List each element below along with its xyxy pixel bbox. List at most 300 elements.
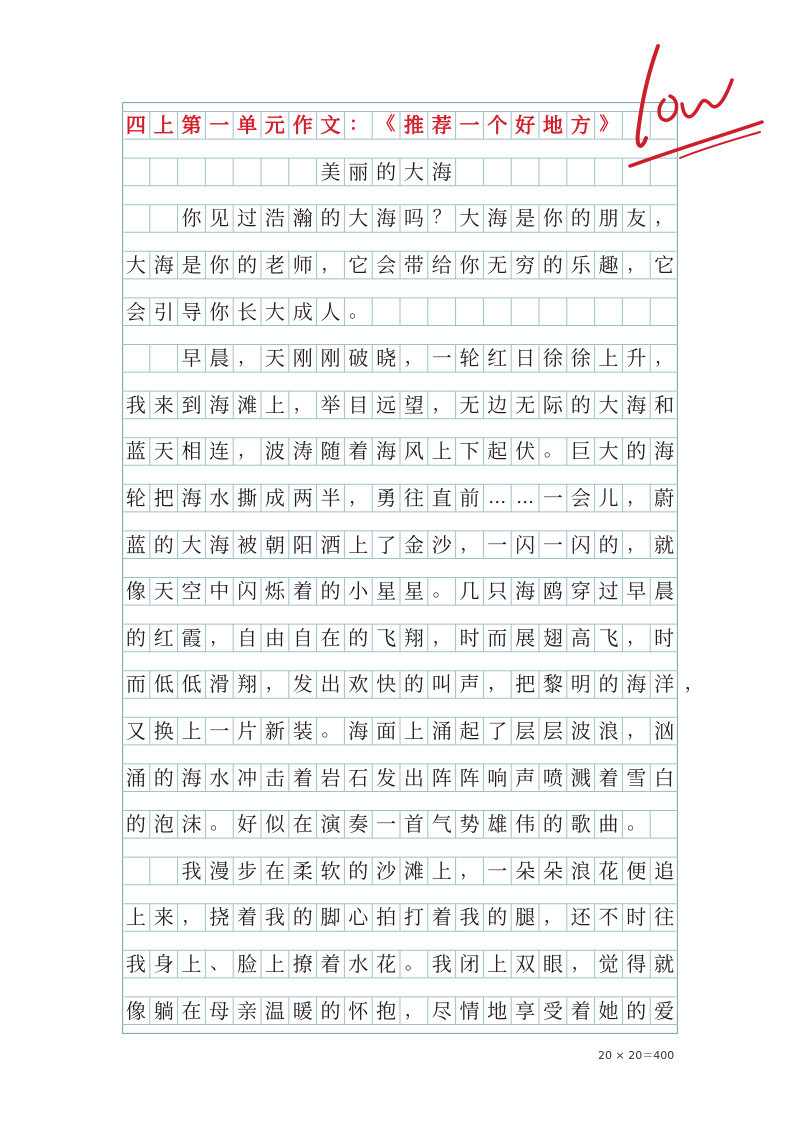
grid-char: 气	[431, 812, 452, 837]
grid-char: 空	[181, 579, 202, 604]
grid-char: 又	[125, 719, 146, 744]
grid-char: 的	[348, 858, 369, 883]
grid-char: 闪	[515, 532, 536, 557]
grid-char: 会	[376, 253, 397, 278]
grid-char: 受	[542, 998, 563, 1023]
grid-char: 腿	[515, 905, 536, 930]
grid-char: 滑	[209, 672, 230, 697]
grid-char: 浪	[598, 719, 619, 744]
grid-char: 演	[320, 812, 341, 837]
text-row	[122, 904, 678, 932]
grid-char: 的	[376, 159, 397, 184]
grid-char: 涛	[292, 439, 313, 464]
grid-char: 蓝	[125, 439, 146, 464]
grid-char: ，	[488, 673, 507, 695]
grid-char: ，	[404, 347, 423, 369]
grid-char: ，	[543, 906, 562, 928]
grid-char: 》	[599, 114, 618, 136]
grid-char: 的	[598, 672, 619, 697]
grid-char: 过	[237, 206, 258, 231]
grid-char: 。	[627, 813, 646, 835]
grid-char: ，	[293, 393, 312, 415]
grid-char: 温	[264, 998, 285, 1023]
grid-char: ，	[404, 999, 423, 1021]
grid-char: 在	[181, 998, 202, 1023]
grid-char: 发	[376, 765, 397, 790]
grid-char: 击	[264, 765, 285, 790]
grid-char: 奏	[348, 812, 369, 837]
grid-char: 的	[570, 206, 591, 231]
grid-char: 升	[626, 346, 647, 371]
text-row	[122, 764, 678, 792]
grid-char: 雄	[487, 812, 508, 837]
grid-char: 觉	[598, 952, 619, 977]
grid-char: 一	[459, 113, 480, 138]
grid-char: 无	[459, 392, 480, 417]
grid-char: 撕	[237, 486, 258, 511]
grid-char: 心	[348, 905, 369, 930]
grid-char: 金	[403, 532, 424, 557]
grid-char: 闪	[570, 532, 591, 557]
grid-char: 半	[320, 486, 341, 511]
grid-char: 闪	[237, 579, 258, 604]
grid-char: 上	[487, 952, 508, 977]
grid-char: 引	[153, 299, 174, 324]
grid-char: 还	[570, 905, 591, 930]
grid-char: 我	[431, 952, 452, 977]
text-row	[122, 624, 678, 652]
grid-char: 几	[459, 579, 480, 604]
grid-char: 花	[598, 858, 619, 883]
grid-char: 过	[598, 579, 619, 604]
grid-char: 翔	[403, 625, 424, 650]
grid-char: 日	[515, 346, 536, 371]
grid-char: 的	[320, 579, 341, 604]
grid-char: 你	[209, 299, 230, 324]
grid-char: 相	[181, 439, 202, 464]
grid-char: 阵	[431, 765, 452, 790]
text-row	[122, 717, 678, 745]
grid-char: 人	[320, 299, 341, 324]
grid-char: 像	[125, 998, 146, 1023]
grid-char: ，	[627, 720, 646, 742]
text-row	[122, 251, 678, 279]
grid-char: ，	[571, 953, 590, 975]
grid-char: 长	[237, 299, 258, 324]
grid-char: 而	[487, 625, 508, 650]
grid-char: 轮	[125, 486, 146, 511]
grid-char: 浪	[570, 858, 591, 883]
grid-char: 挠	[209, 905, 230, 930]
grid-char: 声	[515, 765, 536, 790]
grid-char: 飞	[598, 625, 619, 650]
grid-char: 。	[404, 953, 423, 975]
grid-char: 大	[598, 439, 619, 464]
grid-char: 水	[348, 952, 369, 977]
grid-char: 推	[403, 113, 424, 138]
grid-char: 海	[181, 765, 202, 790]
text-row	[122, 484, 678, 512]
grid-char: 的	[598, 532, 619, 557]
grid-char: 泡	[153, 812, 174, 837]
grid-char: 天	[153, 579, 174, 604]
grid-char: 的	[487, 905, 508, 930]
text-row	[122, 531, 678, 559]
grid-char: 的	[292, 905, 313, 930]
grid-char: 就	[654, 952, 675, 977]
grid-char: 追	[654, 858, 675, 883]
grid-char: 举	[320, 392, 341, 417]
grid-char: 我	[125, 392, 146, 417]
grid-char: 红	[487, 346, 508, 371]
grid-char: 叫	[431, 672, 452, 697]
grid-char: 上	[181, 719, 202, 744]
grid-char: 方	[570, 113, 591, 138]
grid-char: 晓	[376, 346, 397, 371]
grid-char: 只	[487, 579, 508, 604]
text-row	[122, 857, 678, 885]
grid-char: 海	[209, 532, 230, 557]
grid-char: 涌	[125, 765, 146, 790]
grid-char: 好	[237, 812, 258, 837]
grid-char: 穿	[570, 579, 591, 604]
grid-char: 脸	[237, 952, 258, 977]
teacher-grade-mark	[620, 38, 770, 168]
grid-char: 大	[181, 532, 202, 557]
essay-prompt-row	[122, 112, 678, 140]
grid-char: 的	[626, 998, 647, 1023]
grid-char: ，	[432, 626, 451, 648]
grid-char: 她	[598, 998, 619, 1023]
grid-char: ，	[349, 487, 368, 509]
grid-char: 在	[292, 812, 313, 837]
grid-char: 时	[459, 625, 480, 650]
grid-char: ，	[238, 347, 257, 369]
grid-char: 就	[654, 532, 675, 557]
grid-char: 一	[542, 532, 563, 557]
grid-char: 一	[209, 113, 230, 138]
grid-char: ，	[460, 859, 479, 881]
grid-char: 了	[376, 532, 397, 557]
grid-char: ：	[349, 114, 368, 136]
grid-char: 涌	[431, 719, 452, 744]
grid-char: 一	[431, 346, 452, 371]
grid-char: 爱	[654, 998, 675, 1023]
grid-char: 往	[654, 905, 675, 930]
grid-char: 躺	[153, 998, 174, 1023]
grid-char: 大	[459, 206, 480, 231]
grid-char: 和	[654, 392, 675, 417]
grid-char: 上	[431, 858, 452, 883]
grid-char: 洒	[320, 532, 341, 557]
grade-stroke-1	[638, 46, 658, 146]
grid-char: 海	[626, 672, 647, 697]
grid-char: 着	[570, 998, 591, 1023]
grid-char: 着	[292, 579, 313, 604]
grid-char: 丽	[348, 159, 369, 184]
grid-char: 伏	[515, 439, 536, 464]
grid-char: 波	[264, 439, 285, 464]
grid-char: 红	[153, 625, 174, 650]
grid-char: 早	[626, 579, 647, 604]
grid-char: 星	[376, 579, 397, 604]
grid-char: 破	[348, 346, 369, 371]
grid-char: 展	[515, 625, 536, 650]
grid-char: 高	[570, 625, 591, 650]
grid-char: 勇	[376, 486, 397, 511]
grid-char: 海	[376, 439, 397, 464]
grid-char: 霞	[181, 625, 202, 650]
grid-char: 大	[264, 299, 285, 324]
grid-char: 蔚	[654, 486, 675, 511]
grid-char: 你	[181, 206, 202, 231]
grid-char: 给	[431, 253, 452, 278]
grid-char: 被	[237, 532, 258, 557]
grid-char: 花	[376, 952, 397, 977]
grid-char: 风	[403, 439, 424, 464]
grid-char: 黎	[542, 672, 563, 697]
grid-char: 的	[125, 812, 146, 837]
grid-char: 得	[626, 952, 647, 977]
grid-char: 上	[403, 719, 424, 744]
grid-char: 把	[515, 672, 536, 697]
grid-char: 脚	[320, 905, 341, 930]
grid-char: 海	[626, 392, 647, 417]
grade-underline	[630, 122, 762, 166]
text-row	[122, 438, 678, 466]
grid-char: 在	[320, 625, 341, 650]
grid-char: ，	[627, 533, 646, 555]
grid-char: 海	[153, 253, 174, 278]
grid-char: 小	[348, 579, 369, 604]
grid-char: 明	[570, 672, 591, 697]
grid-char: 无	[515, 392, 536, 417]
grid-char: 岩	[320, 765, 341, 790]
grid-char: 快	[376, 672, 397, 697]
grid-char: 大	[348, 206, 369, 231]
grid-char: 出	[320, 672, 341, 697]
grid-char: 的	[320, 998, 341, 1023]
grid-char: 上	[153, 113, 174, 138]
grid-char: 荐	[431, 113, 452, 138]
grid-char: 是	[515, 206, 536, 231]
grid-char: 连	[209, 439, 230, 464]
grid-char: 上	[264, 392, 285, 417]
grid-char: 层	[542, 719, 563, 744]
grid-char: 上	[181, 952, 202, 977]
grid-char: 到	[181, 392, 202, 417]
grid-char: 自	[237, 625, 258, 650]
grid-char: 它	[654, 253, 675, 278]
grid-char: 一	[487, 858, 508, 883]
grid-char: 翅	[542, 625, 563, 650]
grid-char: 天	[264, 346, 285, 371]
grid-char: 师	[292, 253, 313, 278]
grid-char: 刚	[320, 346, 341, 371]
grade-stroke-3	[682, 80, 732, 117]
grid-char: 尽	[431, 998, 452, 1023]
grid-char: 带	[403, 253, 424, 278]
composition-grid-paper	[122, 102, 703, 1034]
grid-char: ，	[684, 673, 703, 695]
grid-char: 海	[376, 206, 397, 231]
grid-char: 见	[209, 206, 230, 231]
grid-char: 鸥	[542, 579, 563, 604]
grid-char: 而	[125, 672, 146, 697]
grid-char: 的	[626, 439, 647, 464]
grid-char: 的	[125, 625, 146, 650]
text-row	[122, 997, 678, 1025]
grid-char: 溅	[570, 765, 591, 790]
grid-char: 成	[264, 486, 285, 511]
grid-char: 闭	[459, 952, 480, 977]
grid-char: ？	[432, 207, 451, 229]
grid-char: 着	[598, 765, 619, 790]
grid-char: 海	[515, 579, 536, 604]
grid-char: 低	[153, 672, 174, 697]
grid-char: 雪	[626, 765, 647, 790]
grid-char: 在	[264, 858, 285, 883]
text-row	[122, 391, 678, 419]
grid-char: 四	[125, 113, 146, 138]
essay-title-row	[122, 158, 678, 186]
grid-char: 便	[626, 858, 647, 883]
grid-char: 的	[348, 625, 369, 650]
grid-char: 。	[349, 300, 368, 322]
text-row	[122, 950, 678, 978]
grid-char: 石	[348, 765, 369, 790]
grid-char: 像	[125, 579, 146, 604]
grid-char: 双	[515, 952, 536, 977]
grid-char: 海	[654, 439, 675, 464]
grid-char: 滩	[237, 392, 258, 417]
grade-stroke-2	[659, 96, 677, 120]
grid-char: 望	[403, 392, 424, 417]
grid-char: 沙	[431, 532, 452, 557]
grid-char: 趣	[598, 253, 619, 278]
grid-char: 上	[348, 532, 369, 557]
grid-char: 面	[376, 719, 397, 744]
grid-char: 随	[320, 439, 341, 464]
grid-char: 会	[125, 299, 146, 324]
grid-char: 伟	[515, 812, 536, 837]
grid-char: 来	[153, 392, 174, 417]
grid-char: 元	[264, 113, 285, 138]
grid-char: 首	[403, 812, 424, 837]
grid-char: 吗	[403, 206, 424, 231]
grid-char: 前	[459, 486, 480, 511]
grid-char: 你	[542, 206, 563, 231]
grid-char: 曲	[598, 812, 619, 837]
grid-char: 远	[376, 392, 397, 417]
text-row	[122, 205, 678, 233]
grid-char: 海	[181, 486, 202, 511]
grid-char: 我	[459, 905, 480, 930]
grid-char: 乐	[570, 253, 591, 278]
grid-char: 滩	[403, 858, 424, 883]
grid-char: 大	[125, 253, 146, 278]
grid-char: 时	[654, 625, 675, 650]
grid-char: 漫	[209, 858, 230, 883]
grid-char: 亲	[237, 998, 258, 1023]
grid-char: 享	[515, 998, 536, 1023]
grid-char: 发	[292, 672, 313, 697]
grid-char: 身	[153, 952, 174, 977]
grid-char: 中	[209, 579, 230, 604]
grid-char: 片	[237, 719, 258, 744]
grid-char: 抱	[376, 998, 397, 1023]
grid-char: 。	[432, 580, 451, 602]
grid-char: 目	[348, 392, 369, 417]
grid-char: 软	[320, 858, 341, 883]
grid-char: 刚	[292, 346, 313, 371]
text-row	[122, 298, 678, 326]
grid-char: 友	[626, 206, 647, 231]
grid-char: 成	[292, 299, 313, 324]
grid-char: ，	[238, 440, 257, 462]
grid-char: 蓝	[125, 532, 146, 557]
grid-char: 浩	[264, 206, 285, 231]
grid-char: 我	[125, 952, 146, 977]
grid-char: 飞	[376, 625, 397, 650]
grid-char: 两	[292, 486, 313, 511]
grid-char: 层	[515, 719, 536, 744]
grid-char: 来	[153, 905, 174, 930]
grid-char: ，	[432, 393, 451, 415]
grid-char: 不	[598, 905, 619, 930]
grid-char: 着	[320, 952, 341, 977]
grid-char: 翔	[237, 672, 258, 697]
grid-char: 巨	[570, 439, 591, 464]
grid-char: 。	[210, 813, 229, 835]
grid-char: 文	[320, 113, 341, 138]
grid-char: 徐	[542, 346, 563, 371]
grid-char: 打	[403, 905, 424, 930]
grid-char: 大	[403, 159, 424, 184]
grid-char: 际	[542, 392, 563, 417]
grid-char: ，	[321, 254, 340, 276]
grid-char: 沙	[376, 858, 397, 883]
grid-char: 作	[292, 113, 313, 138]
grid-char: ，	[655, 347, 674, 369]
grid-char: 汹	[654, 719, 675, 744]
grid-char: ，	[655, 207, 674, 229]
grid-char: 一	[542, 486, 563, 511]
grid-char: 步	[237, 858, 258, 883]
grid-char: 阳	[292, 532, 313, 557]
grid-char: 的	[320, 206, 341, 231]
grid-char: 喷	[542, 765, 563, 790]
grid-char: 大	[598, 392, 619, 417]
grid-char: 星	[403, 579, 424, 604]
grid-char: 冲	[237, 765, 258, 790]
grid-char: 出	[403, 765, 424, 790]
grid-char: 换	[153, 719, 174, 744]
grid-char: 的	[153, 765, 174, 790]
grid-char: 它	[348, 253, 369, 278]
grid-char: 新	[264, 719, 285, 744]
grid-char: 歌	[570, 812, 591, 837]
grid-char: 势	[459, 812, 480, 837]
grid-char: 烁	[264, 579, 285, 604]
text-row	[122, 671, 703, 699]
grid-char: ，	[210, 626, 229, 648]
grid-char: 会	[570, 486, 591, 511]
grid-char: 早	[181, 346, 202, 371]
grid-char: 起	[459, 719, 480, 744]
grid-char: 了	[487, 719, 508, 744]
grid-char: 响	[487, 765, 508, 790]
